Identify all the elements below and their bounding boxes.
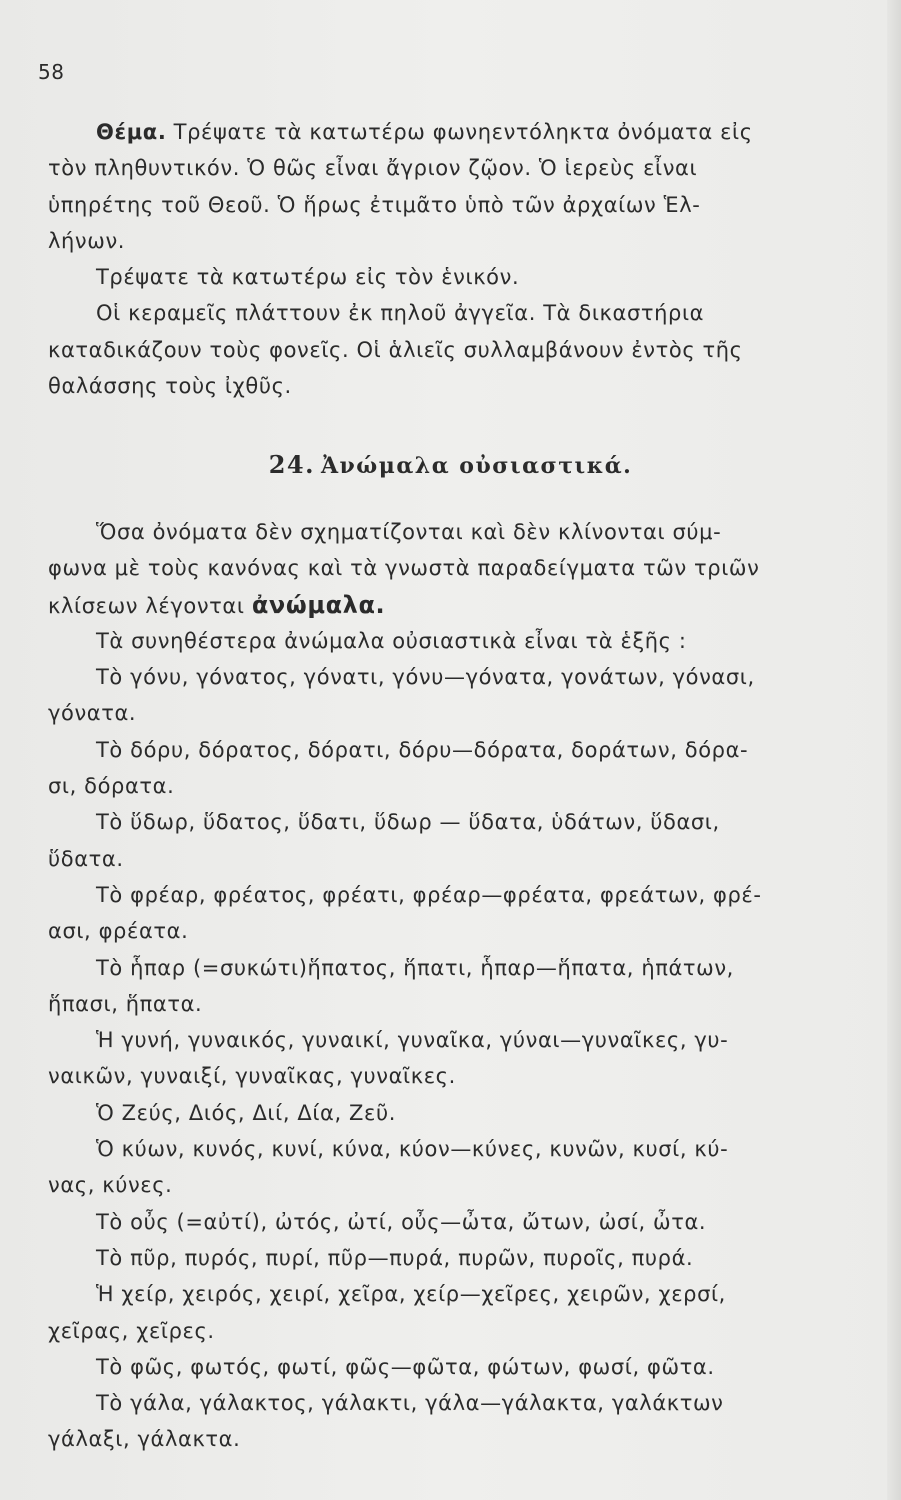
declension-line: Τὸ δόρυ, δόρατος, δόρατι, δόρυ—δόρατα, δοράτων, δόρα-	[96, 737, 749, 762]
exercise-line: θαλάσσης τοὺς ἰχθῦς.	[48, 374, 292, 399]
page-number: 58	[38, 60, 65, 84]
section-title: Ἀνώμαλα οὐσιαστικά.	[320, 453, 633, 479]
declension-line: νας, κύνες.	[48, 1173, 173, 1198]
declension-line: Ὁ Ζεύς, Διός, Διί, Δία, Ζεῦ.	[96, 1100, 397, 1125]
body-line	[48, 587, 886, 623]
declension-line: Ἡ γυνή, γυναικός, γυναικί, γυναῖκα, γύναι—γυναῖκες, γυ-	[96, 1028, 729, 1053]
exercise-label: Θέμα.	[96, 120, 167, 144]
declension-line: ασι, φρέατα.	[48, 919, 189, 944]
declension-line: γάλαξι, γάλακτα.	[48, 1427, 241, 1452]
key-term: ἀνώμαλα.	[251, 590, 386, 619]
exercise-block	[48, 114, 886, 404]
body-line: Τὰ συνηθέστερα ἀνώμαλα οὐσιαστικὰ εἶναι τὰ ἑξῆς :	[96, 628, 687, 653]
declension-line: Τὸ φῶς, φωτός, φωτί, φῶς—φῶτα, φώτων, φωσί, φῶτα.	[96, 1354, 715, 1379]
exercise-line: ὑπηρέτης τοῦ Θεοῦ. Ὁ ἥρως ἐτιμᾶτο ὑπὸ τῶν ἀρχαίων Ἑλ-	[48, 192, 701, 217]
declension-line: γόνατα.	[48, 701, 137, 726]
declension-line: Τὸ ὕδωρ, ὕδατος, ὕδατι, ὕδωρ — ὕδατα, ὑδάτων, ὕδασι,	[96, 810, 720, 835]
declension-line: Ἡ χείρ, χειρός, χειρί, χεῖρα, χείρ—χεῖρες, χειρῶν, χερσί,	[96, 1282, 726, 1307]
declension-line: Τὸ γόνυ, γόνατος, γόνατι, γόνυ—γόνατα, γονάτων, γόνασι,	[96, 665, 755, 690]
declension-line: Τὸ γάλα, γάλακτος, γάλακτι, γάλα—γάλακτα, γαλάκτων	[96, 1391, 724, 1416]
declension-line: ὕδατα.	[48, 846, 124, 871]
declension-line: σι, δόρατα.	[48, 774, 175, 799]
declension-line: Τὸ ἧπαρ (=συκώτι)ἥπατος, ἥπατι, ἧπαρ—ἥπατα, ἡπάτων,	[96, 955, 734, 980]
declension-line: Τὸ φρέαρ, φρέατος, φρέατι, φρέαρ—φρέατα, φρεάτων, φρέ-	[96, 882, 762, 907]
body-line: Ὅσα ὀνόματα δὲν σχηματίζονται καὶ δὲν κλίνονται σύμ-	[96, 520, 722, 544]
section-number: 24.	[268, 450, 315, 479]
declension-line: Τὸ πῦρ, πυρός, πυρί, πῦρ—πυρά, πυρῶν, πυροῖς, πυρά.	[96, 1245, 694, 1270]
body-text: κλίσεων λέγονται	[48, 593, 252, 618]
declension-line: Τὸ οὖς (=αὐτί), ὠτός, ὠτί, οὖς—ὦτα, ὤτων, ὠσί, ὦτα.	[96, 1209, 707, 1234]
declension-line: ἥπασι, ἥπατα.	[48, 991, 203, 1016]
declension-line: ναικῶν, γυναιξί, γυναῖκας, γυναῖκες.	[48, 1064, 456, 1089]
body-line: φωνα μὲ τοὺς κανόνας καὶ τὰ γνωστὰ παραδείγματα τῶν τριῶν	[48, 556, 760, 581]
declension-list	[48, 659, 886, 1458]
exercise-line: καταδικάζουν τοὺς φονεῖς. Οἱ ἁλιεῖς συλλαμβάνουν ἐντὸς τῆς	[48, 337, 743, 362]
declension-line: χεῖρας, χεῖρες.	[48, 1318, 215, 1343]
section-heading	[0, 450, 901, 479]
exercise-line	[48, 114, 886, 150]
page-edge	[887, 0, 901, 1500]
declension-line: Ὁ κύων, κυνός, κυνί, κύνα, κύον—κύνες, κυνῶν, κυσί, κύ-	[96, 1137, 729, 1162]
exercise-line: Οἱ κεραμεῖς πλάττουν ἐκ πηλοῦ ἀγγεῖα. Τὰ δικαστήρια	[96, 301, 705, 326]
exercise-text: Τρέψατε τὰ κατωτέρω φωνηεντόληκτα ὀνόματα εἰς	[166, 120, 753, 144]
section-body	[48, 514, 886, 1458]
exercise-line: Τρέψατε τὰ κατωτέρω εἰς τὸν ἑνικόν.	[96, 265, 520, 290]
exercise-line: λήνων.	[48, 228, 126, 253]
exercise-line: τὸν πληθυντικόν. Ὁ θῶς εἶναι ἄγριον ζῷον. Ὁ ἱερεὺς εἶναι	[48, 156, 698, 181]
